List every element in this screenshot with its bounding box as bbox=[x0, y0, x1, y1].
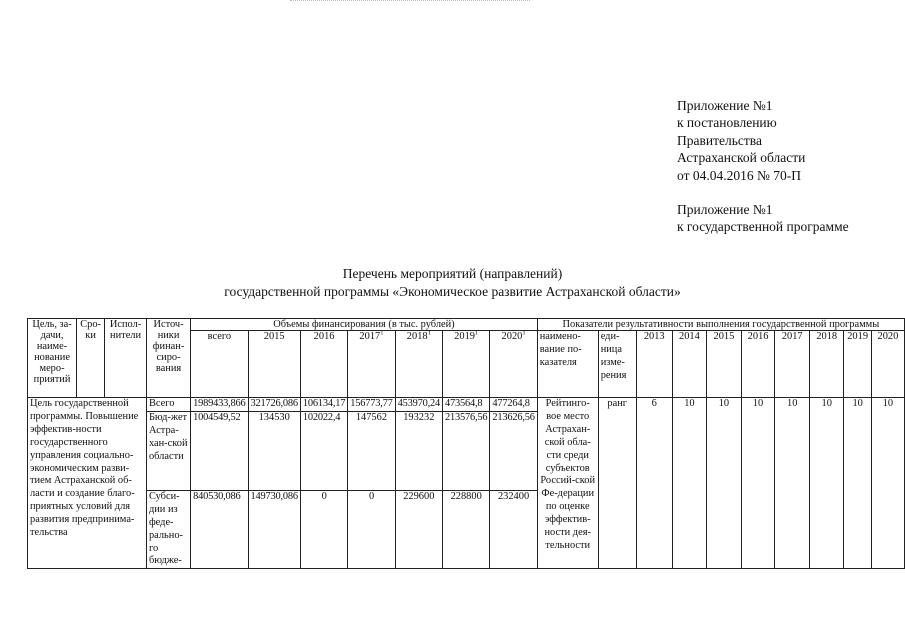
header-total: всего bbox=[191, 331, 248, 398]
appendix-line: к государственной программе bbox=[677, 219, 849, 235]
funding-cell: 473564,8 bbox=[443, 398, 490, 412]
funding-cell: 453970,24 bbox=[395, 398, 442, 412]
header-funding-group: Объемы финансирования (в тыс. рублей) bbox=[191, 319, 538, 331]
funding-cell: 0 bbox=[300, 490, 347, 568]
header-2020: 2020$^1$ bbox=[490, 331, 537, 398]
appendix-line: Астраханской области bbox=[677, 150, 806, 166]
header-i2020: 2020 bbox=[871, 331, 904, 398]
funding-cell: 193232 bbox=[395, 411, 442, 490]
funding-cell: 228800 bbox=[443, 490, 490, 568]
funding-cell: 213626,56 bbox=[490, 411, 537, 490]
funding-cell: 1989433,866 bbox=[191, 398, 248, 412]
funding-cell: 213576,56 bbox=[443, 411, 490, 490]
indicator-value: 10 bbox=[707, 398, 742, 569]
indicator-value: 10 bbox=[809, 398, 844, 569]
header-goal: Цель, за-дачи, наиме-нование меро-приятий bbox=[28, 319, 77, 398]
indicator-name-cell: Рейтинго-вое место Астрахан-ской обла-сти среди субъектов Россий-ской Фе-дерации по оценке эффектив-ности дея-тельности bbox=[537, 398, 598, 569]
funding-cell: 149730,086 bbox=[248, 490, 300, 568]
header-terms: Сро-ки bbox=[77, 319, 105, 398]
funding-cell: 102022,4 bbox=[300, 411, 347, 490]
indicator-value: 10 bbox=[775, 398, 810, 569]
funding-cell: 229600 bbox=[395, 490, 442, 568]
header-i2016: 2016 bbox=[741, 331, 775, 398]
measures-table bbox=[27, 318, 905, 569]
title-line-2: государственной программы «Экономическое развитие Астраханской области» bbox=[224, 283, 681, 299]
appendix-line: к постановлению bbox=[677, 115, 777, 131]
header-2017: 2017$^1$ bbox=[348, 331, 395, 398]
funding-cell: 147562 bbox=[348, 411, 395, 490]
appendix-line: Приложение №1 bbox=[677, 98, 773, 113]
indicator-value: 10 bbox=[741, 398, 775, 569]
header-indicator-name: наимено-вание по-казателя bbox=[537, 331, 598, 398]
goal-cell: Цель государственной программы. Повышение эффектив-ности государственного управления социально-экономическим разви-тием Астраханской об-ласти и создание благо-приятных условий для развития предпринима-тельства bbox=[28, 398, 147, 569]
header-i2015: 2015 bbox=[707, 331, 742, 398]
header-i2013: 2013 bbox=[636, 331, 672, 398]
source-cell: Бюд-жет Астра-хан-ской области bbox=[146, 411, 190, 490]
funding-cell: 840530,086 bbox=[191, 490, 248, 568]
header-2015: 2015 bbox=[248, 331, 300, 398]
indicator-value: 10 bbox=[844, 398, 871, 569]
header-unit: еди-ница изме-рения bbox=[598, 331, 636, 398]
header-sources: Источ-ники финан-сиро-вания bbox=[146, 319, 190, 398]
scan-artifact-strip bbox=[290, 0, 530, 3]
source-cell: Всего bbox=[146, 398, 190, 412]
funding-cell: 232400 bbox=[490, 490, 537, 568]
appendix-line: от 04.04.2016 № 70-П bbox=[677, 167, 801, 183]
funding-cell: 477264,8 bbox=[490, 398, 537, 412]
header-2018: 2018$^1$ bbox=[395, 331, 442, 398]
funding-cell: 321726,086 bbox=[248, 398, 300, 412]
indicator-value: 6 bbox=[636, 398, 672, 569]
funding-cell: 156773,77 bbox=[348, 398, 395, 412]
title-line-1: Перечень мероприятий (направлений) bbox=[342, 266, 563, 281]
header-i2019: 2019 bbox=[844, 331, 871, 398]
document-title bbox=[0, 265, 905, 300]
funding-cell: 1004549,52 bbox=[191, 411, 248, 490]
header-indicators-group: Показатели результативности выполнения государственной программы bbox=[537, 319, 904, 331]
header-executors: Испол-нители bbox=[105, 319, 147, 398]
source-cell: Субси-дии из феде-рально-го бюдже- bbox=[146, 490, 190, 568]
header-2016: 2016 bbox=[300, 331, 347, 398]
header-i2017: 2017 bbox=[775, 331, 810, 398]
indicator-value: 10 bbox=[871, 398, 904, 569]
funding-cell: 0 bbox=[348, 490, 395, 568]
indicator-value: 10 bbox=[672, 398, 707, 569]
indicator-unit-cell: ранг bbox=[598, 398, 636, 569]
header-2019: 2019$^1$ bbox=[443, 331, 490, 398]
header-i2014: 2014 bbox=[672, 331, 707, 398]
appendix-block bbox=[677, 97, 849, 236]
appendix-line: Приложение №1 bbox=[677, 202, 773, 218]
header-i2018: 2018 bbox=[809, 331, 844, 398]
funding-cell: 134530 bbox=[248, 411, 300, 490]
appendix-line: Правительства bbox=[677, 132, 762, 148]
funding-cell: 106134,17 bbox=[300, 398, 347, 412]
